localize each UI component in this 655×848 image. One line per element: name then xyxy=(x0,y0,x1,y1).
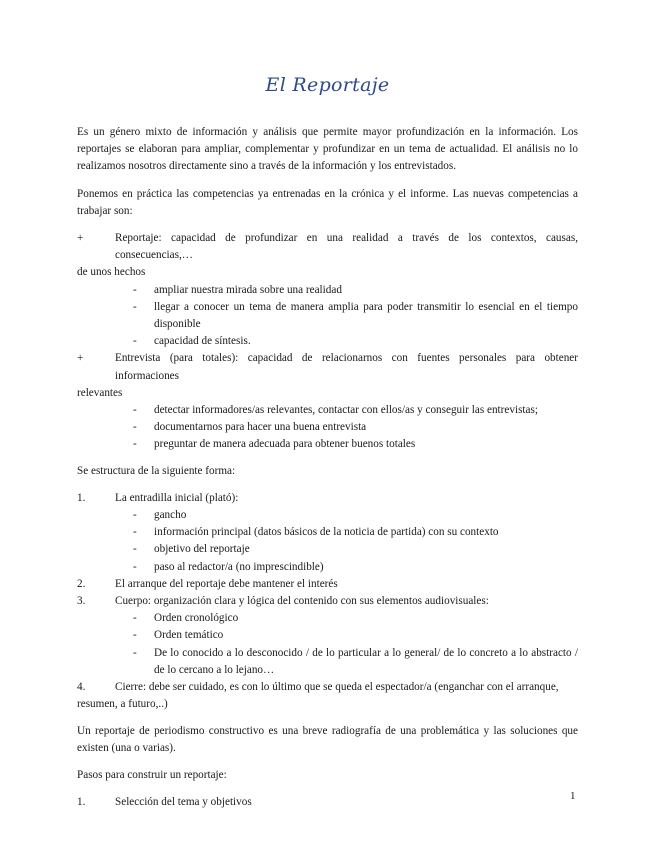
estructura-item-3: 3. Cuerpo: organización clara y lógica del contenido con sus elementos audiovisuales: xyxy=(77,593,578,610)
pasos-item-1: 1. Selección del tema y objetivos xyxy=(77,794,578,811)
entrevista-continuation: relevantes xyxy=(77,386,123,399)
list-item: - paso al redactor/a (no imprescindible) xyxy=(133,559,578,576)
dash-marker: - xyxy=(133,300,137,313)
dash-marker: - xyxy=(133,543,137,556)
list-item: - información principal (datos básicos de la noticia de partida) con su contexto xyxy=(133,524,578,541)
entrevista-text: Entrevista (para totales): capacidad de relacionarnos con fuentes personales para obtener informaciones xyxy=(115,352,578,382)
list-item: - detectar informadores/as relevantes, contactar con ellos/as y conseguir las entrevistas; xyxy=(133,402,578,419)
estructura-item-1: 1. La entradilla inicial (plató): xyxy=(77,490,578,507)
list-item: - gancho xyxy=(133,507,578,524)
estructura-item-4: 4. Cierre: debe ser cuidado, es con lo último que se queda el espectador/a (enganchar con el arranque, xyxy=(77,679,578,696)
competencias-paragraph: Ponemos en práctica las competencias ya entrenadas en la crónica y el informe. Las nuevas competencias a trabajar son: xyxy=(77,187,578,217)
dash-marker: - xyxy=(133,509,137,522)
document-body xyxy=(77,124,578,811)
number-marker: 1. xyxy=(77,796,86,809)
entrevista-item xyxy=(77,350,578,384)
dash-marker: - xyxy=(133,438,137,451)
list-item: - objetivo del reportaje xyxy=(133,541,578,558)
reportaje-text: Reportaje: capacidad de profundizar en una realidad a través de los contextos, causas, consecuencias,… xyxy=(115,232,578,262)
page-title: El Reportaje xyxy=(265,74,390,96)
plus-marker: + xyxy=(77,232,84,245)
dash-marker: - xyxy=(133,421,137,434)
plus-marker: + xyxy=(77,352,84,365)
intro-paragraph: Es un género mixto de información y análisis que permite mayor profundización en la información. Los reportajes se elaboran para ampliar, complementar y profundizar en un tema de actualidad. El análisis no lo realizamos nosotros directamente sino a través de la información y los entrevistados. xyxy=(77,126,578,173)
list-item: - preguntar de manera adecuada para obtener buenos totales xyxy=(133,436,578,453)
entradilla-sublist xyxy=(77,507,578,576)
reportaje-sublist xyxy=(77,282,578,351)
cierre-continuation: resumen, a futuro,..) xyxy=(77,698,168,711)
list-item: - llegar a conocer un tema de manera amplia para poder transmitir lo esencial en el tiempo disponible xyxy=(133,299,578,333)
list-item: - documentarnos para hacer una buena entrevista xyxy=(133,419,578,436)
dash-marker: - xyxy=(133,283,137,296)
dash-marker: - xyxy=(133,612,137,625)
dash-marker: - xyxy=(133,560,137,573)
list-item: - capacidad de síntesis. xyxy=(133,333,578,350)
dash-marker: - xyxy=(133,526,137,539)
constructivo-paragraph: Un reportaje de periodismo constructivo es una breve radiografía de una problemática y las soluciones que existen (una o varias). xyxy=(77,724,578,754)
estructura-intro: Se estructura de la siguiente forma: xyxy=(77,464,236,477)
reportaje-continuation: de unos hechos xyxy=(77,266,146,279)
list-item: - Orden temático xyxy=(133,627,578,644)
number-marker: 2. xyxy=(77,577,86,590)
number-marker: 4. xyxy=(77,681,86,694)
dash-marker: - xyxy=(133,629,137,642)
reportaje-item xyxy=(77,230,578,264)
number-marker: 1. xyxy=(77,491,86,504)
list-item: - ampliar nuestra mirada sobre una realidad xyxy=(133,282,578,299)
dash-marker: - xyxy=(133,335,137,348)
pasos-intro: Pasos para construir un reportaje: xyxy=(77,768,227,781)
list-item: - De lo conocido a lo desconocido / de lo particular a lo general/ de lo concreto a lo abstracto / de lo cercano a lo lejano… xyxy=(133,645,578,679)
cuerpo-sublist xyxy=(77,610,578,679)
dash-marker: - xyxy=(133,404,137,417)
dash-marker: - xyxy=(133,646,137,659)
estructura-item-2: 2. El arranque del reportaje debe mantener el interés xyxy=(77,576,578,593)
list-item: - Orden cronológico xyxy=(133,610,578,627)
entrevista-sublist xyxy=(77,402,578,454)
page-number: 1 xyxy=(570,790,576,802)
number-marker: 3. xyxy=(77,595,86,608)
